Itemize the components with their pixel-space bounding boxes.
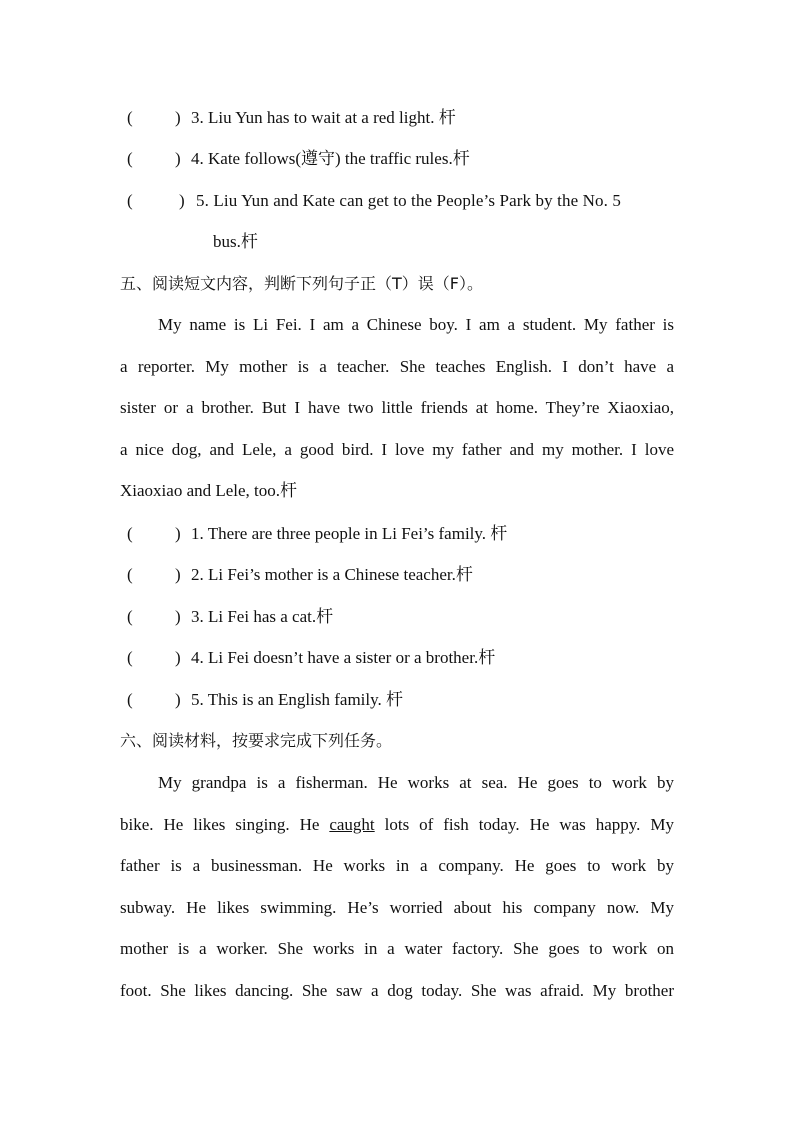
passage-line: My name is Li Fei. I am a Chinese boy. I am a student. My father is	[158, 315, 674, 334]
passage-text: bike. He likes singing. He	[120, 814, 330, 834]
section5-item-5	[127, 689, 403, 711]
answer-paren-close: )	[175, 149, 181, 168]
passage-line: mother is a worker. She works in a water factory. She goes to work on	[120, 939, 674, 959]
passage-line: My grandpa is a fisherman. He works at sea. He goes to work by	[158, 773, 674, 792]
section5-heading: 五、阅读短文内容，判断下列句子正（T）误（F）。	[120, 274, 483, 293]
section5-passage	[120, 304, 674, 512]
answer-paren-close: )	[179, 191, 185, 210]
passage-line: sister or a brother. But I have two little friends at home. They’re Xiaoxiao,	[120, 398, 674, 418]
underlined-word: caught	[329, 814, 375, 834]
passage-line: subway. He likes swimming. He’s worried about his company now. My	[120, 897, 674, 917]
passage-text: lots of fish today. He was happy. My	[374, 814, 674, 834]
item-text: 4. Li Fei doesn’t have a sister or a brother.杆	[191, 648, 496, 667]
passage-line: a nice dog, and Lele, a good bird. I love my father and my mother. I love	[120, 439, 674, 459]
passage-line: Xiaoxiao and Lele, too.杆	[120, 481, 298, 501]
item-text: 5. Liu Yun and Kate can get to the People’s Park by the No. 5	[196, 191, 621, 210]
answer-paren-close: )	[175, 648, 181, 667]
answer-paren-open: (	[127, 565, 133, 584]
item-text: 3. Li Fei has a cat.杆	[191, 607, 334, 626]
item-text: 2. Li Fei’s mother is a Chinese teacher.杆	[191, 565, 473, 584]
answer-paren-open: (	[127, 607, 133, 626]
section4-item-5-continuation: bus.杆	[213, 232, 258, 251]
section5-item-2	[127, 564, 473, 586]
answer-paren-open: (	[127, 524, 133, 543]
answer-paren-close: )	[175, 690, 181, 709]
passage-line: a reporter. My mother is a teacher. She teaches English. I don’t have a	[120, 356, 674, 376]
answer-paren-open: (	[127, 149, 133, 168]
answer-paren-close: )	[175, 524, 181, 543]
answer-paren-close: )	[175, 108, 181, 127]
item-text: 4. Kate follows(遵守) the traffic rules.杆	[191, 149, 470, 168]
answer-paren-open: (	[127, 648, 133, 667]
section6-passage	[120, 762, 674, 1012]
passage-line: foot. She likes dancing. She saw a dog today. She was afraid. My brother	[120, 980, 674, 1000]
item-text: 5. This is an English family. 杆	[191, 690, 404, 709]
section5-item-4	[127, 647, 495, 669]
answer-paren-close: )	[175, 607, 181, 626]
item-text: 3. Liu Yun has to wait at a red light. 杆	[191, 108, 456, 127]
section5-item-3	[127, 606, 333, 628]
section5-item-1	[127, 523, 507, 545]
answer-paren-open: (	[127, 690, 133, 709]
answer-paren-open: (	[127, 108, 133, 127]
passage-line	[120, 804, 674, 846]
section4-item-3	[127, 107, 456, 129]
answer-paren-open: (	[127, 191, 133, 210]
section4-item-4	[127, 148, 470, 170]
answer-paren-close: )	[175, 565, 181, 584]
section4-item-5	[127, 190, 674, 212]
item-text: 1. There are three people in Li Fei’s family. 杆	[191, 524, 508, 543]
section6-heading: 六、阅读材料，按要求完成下列任务。	[120, 731, 393, 750]
passage-line: father is a businessman. He works in a company. He goes to work by	[120, 856, 674, 876]
